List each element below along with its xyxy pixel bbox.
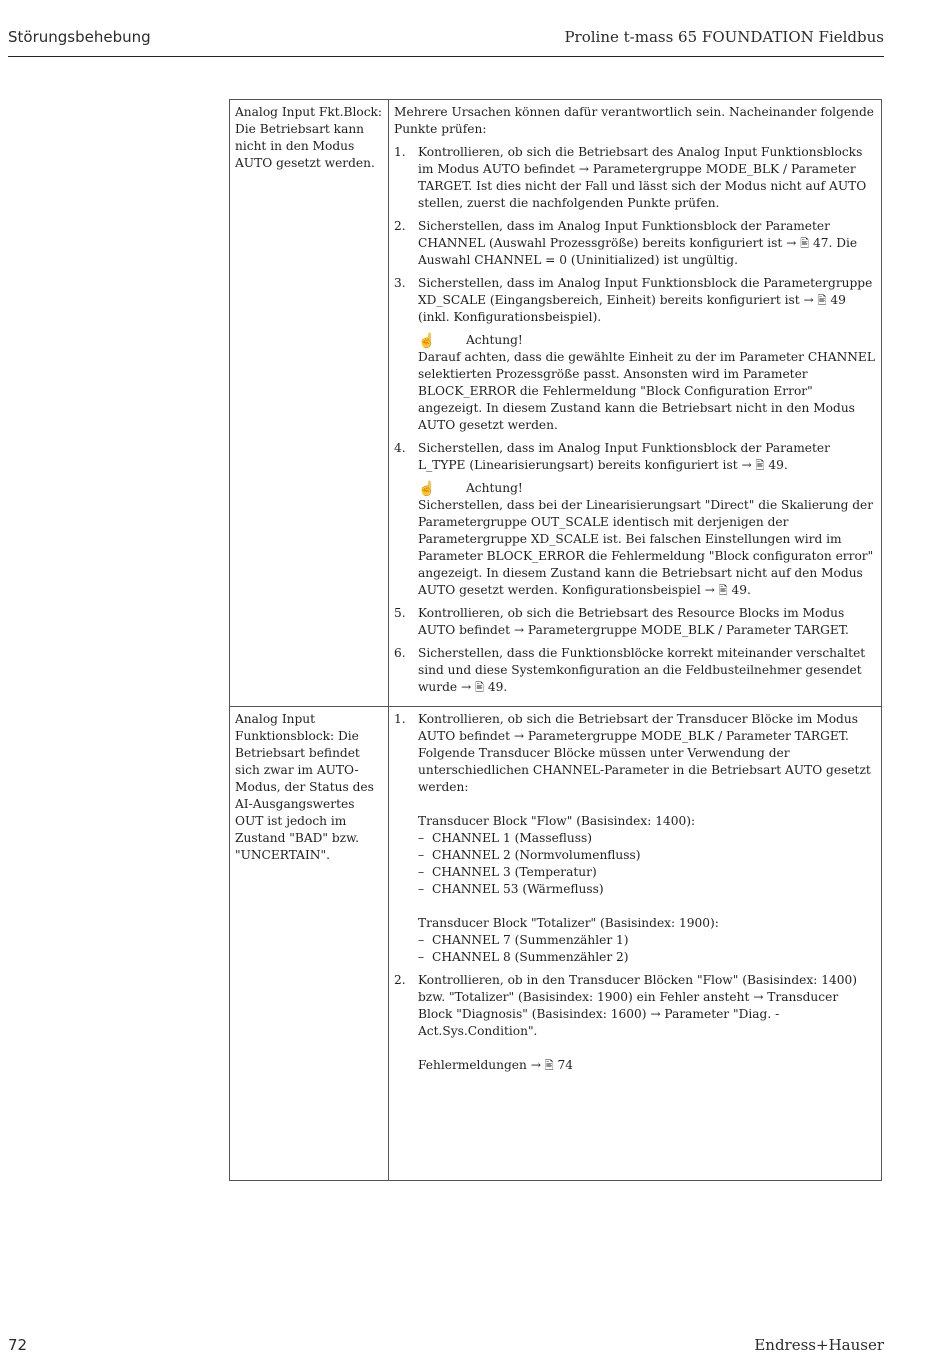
table-row: [230, 100, 882, 707]
table-row: [230, 707, 882, 1181]
list-item: – CHANNEL 3 (Temperatur): [418, 864, 876, 881]
page-reference[interactable]: [800, 236, 828, 250]
list-item: [394, 605, 876, 639]
step-number: 4.: [394, 441, 406, 455]
step-text: Kontrollieren, ob sich die Betriebsart des Analog Input Funktionsblocks im Modus AUTO befindet → Parametergruppe MODE_BLK / Parameter TARGET. Ist dies nicht der Fall und lässt sich der Modus nicht auf AUTO stellen, zuerst die nachfolgenden Punkte prüfen.: [418, 145, 867, 210]
book-icon: 🖹: [800, 237, 810, 250]
step-number: 3.: [394, 276, 406, 290]
step-number: 2.: [394, 219, 406, 233]
step-text: Kontrollieren, ob sich die Betriebsart des Resource Blocks im Modus AUTO befindet → Parametergruppe MODE_BLK / Parameter TARGET.: [418, 606, 849, 637]
channel-list: [418, 932, 876, 966]
page-reference-number: 49: [487, 680, 504, 694]
book-icon: 🖹: [544, 1059, 554, 1072]
pointing-hand-icon: ☝: [418, 480, 436, 497]
block-group-title: Transducer Block "Flow" (Basisindex: 1400):: [418, 814, 696, 828]
list-item: – CHANNEL 7 (Summenzähler 1): [418, 932, 876, 949]
remedy-steps: [394, 711, 876, 1074]
caution-text: Sicherstellen, dass bei der Linearisierungsart "Direct" die Skalierung der Parametergruppe OUT_SCALE identisch mit derjenigen der Parametergruppe XD_SCALE ist. Bei falschen Einstellungen wird im Parameter BLOCK_ERROR die Fehlermeldung "Block configuraton error" angezeigt. In diesem Zustand kann die Betriebsart nicht auf den Modus AUTO gesetzt werden. Konfigurationsbeispiel →: [418, 498, 874, 597]
step-number: 1.: [394, 145, 406, 159]
remedy-cell: [389, 707, 882, 1181]
block-group-title: Transducer Block "Totalizer" (Basisindex: 1900):: [418, 916, 719, 930]
section-title: Störungsbehebung: [8, 28, 151, 46]
caution-title: Achtung!: [466, 481, 523, 495]
problem-cell: [230, 100, 389, 707]
page-reference-number: 47: [813, 236, 829, 250]
list-item: [394, 440, 876, 599]
step-text-after: .: [783, 458, 788, 472]
page-reference[interactable]: [756, 458, 784, 472]
product-title: Proline t-mass 65 FOUNDATION Fieldbus: [564, 28, 884, 46]
remedy-steps: [394, 144, 876, 696]
page-reference[interactable]: [818, 293, 846, 307]
caution-note: [418, 332, 876, 434]
step-number: 6.: [394, 646, 406, 660]
page-reference-number: 74: [557, 1058, 574, 1072]
page-number: 72: [8, 1336, 28, 1354]
step-text: Sicherstellen, dass im Analog Input Funktionsblock die Parametergruppe XD_SCALE (Eingangsbereich, Einheit) bereits konfiguriert ist →: [418, 276, 873, 307]
page-reference-number: 49: [768, 458, 784, 472]
remedy-cell: [389, 100, 882, 707]
list-item: [394, 275, 876, 434]
remedy-intro: Mehrere Ursachen können dafür verantwortlich sein. Nacheinander folgende Punkte prüfen:: [394, 105, 874, 136]
problem-text: Analog Input Fkt.Block: Die Betriebsart kann nicht in den Modus AUTO gesetzt werden.: [235, 105, 383, 170]
step-number: 5.: [394, 606, 406, 620]
step-text-after: (inkl. Konfigurationsbeispiel).: [418, 310, 602, 324]
page-reference-number: 49: [830, 293, 846, 307]
page-reference[interactable]: [719, 583, 747, 597]
step-text-after: . Die Auswahl CHANNEL = 0 (Uninitialized) ist ungültig.: [418, 236, 858, 267]
page-reference[interactable]: [545, 1058, 573, 1072]
caution-title: Achtung!: [466, 333, 523, 347]
caution-text-after: .: [746, 583, 751, 597]
caution-note: [418, 480, 876, 599]
list-item: [394, 144, 876, 212]
caution-text: Darauf achten, dass die gewählte Einheit zu der im Parameter CHANNEL selektierten Prozessgröße passt. Ansonsten wird im Parameter BLOCK_ERROR die Fehlermeldung "Block Configuration Error" angezeigt. In diesem Zustand kann die Betriebsart nicht in den Modus AUTO gesetzt werden.: [418, 350, 875, 432]
book-icon: 🖹: [718, 584, 728, 597]
list-item: [394, 711, 876, 966]
troubleshooting-table: [229, 99, 882, 1181]
step-text: Kontrollieren, ob in den Transducer Blöcken "Flow" (Basisindex: 1400) bzw. "Totalizer" (Basisindex: 1900) ein Fehler ansteht → Transducer Block "Diagnosis" (Basisindex: 1600) → Parameter "Diag. - Act.Sys.Condition".: [418, 973, 857, 1038]
list-item: [394, 218, 876, 269]
list-item: – CHANNEL 2 (Normvolumenfluss): [418, 847, 876, 864]
book-icon: 🖹: [755, 459, 765, 472]
list-item: – CHANNEL 1 (Massefluss): [418, 830, 876, 847]
book-icon: 🖹: [817, 294, 827, 307]
error-messages-label: Fehlermeldungen →: [418, 1058, 545, 1072]
channel-list: [418, 830, 876, 898]
step-text: Sicherstellen, dass im Analog Input Funktionsblock der Parameter CHANNEL (Auswahl Prozessgröße) bereits konfiguriert ist →: [418, 219, 830, 250]
problem-text: Analog Input Funktionsblock: Die Betriebsart befindet sich zwar im AUTO-Modus, der Status des AI-Ausgangswertes OUT ist jedoch im Zustand "BAD" bzw. "UNCERTAIN".: [235, 712, 374, 862]
step-text: Sicherstellen, dass die Funktionsblöcke korrekt miteinander verschaltet sind und diese Systemkonfiguration an die Feldbusteilnehmer gesendet wurde →: [418, 646, 866, 694]
page-header: [8, 28, 884, 57]
book-icon: 🖹: [475, 681, 484, 694]
list-item: – CHANNEL 8 (Summenzähler 2): [418, 949, 876, 966]
list-item: – CHANNEL 53 (Wärmefluss): [418, 881, 876, 898]
pointing-hand-icon: ☝: [418, 332, 436, 349]
step-number: 1.: [394, 712, 406, 726]
step-number: 2.: [394, 973, 406, 987]
list-item: [394, 645, 876, 696]
problem-cell: [230, 707, 389, 1181]
step-text-after: .: [503, 680, 508, 694]
step-text: Sicherstellen, dass im Analog Input Funktionsblock der Parameter L_TYPE (Linearisierungsart) bereits konfiguriert ist →: [418, 441, 830, 472]
brand-name: Endress+Hauser: [754, 1336, 884, 1354]
page-reference[interactable]: [475, 680, 503, 694]
list-item: [394, 972, 876, 1074]
page-reference-number: 49: [731, 583, 747, 597]
step-text: Kontrollieren, ob sich die Betriebsart der Transducer Blöcke im Modus AUTO befindet → Parametergruppe MODE_BLK / Parameter TARGET. Folgende Transducer Blöcke müssen unter Verwendung der unterschiedlichen CHANNEL-Parameter in die Betriebsart AUTO gesetzt werden:: [418, 712, 871, 794]
